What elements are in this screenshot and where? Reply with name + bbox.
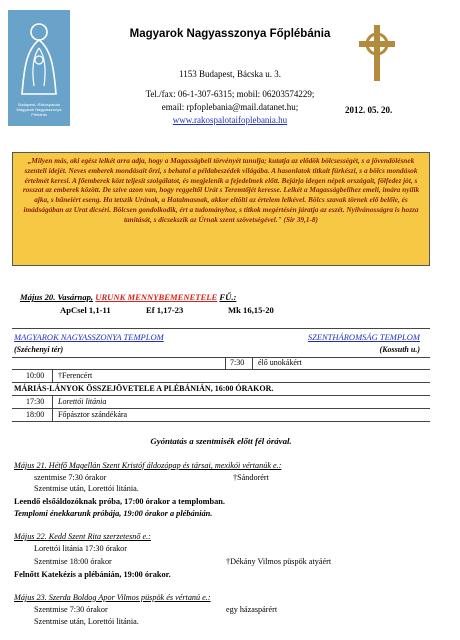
schedule-row: 10:00 †Ferencért [12, 370, 430, 383]
church-left-name: MAGYAROK NAGYASSZONYA TEMPLOM [14, 332, 164, 342]
reading-3: Mk 16,15-20 [228, 305, 274, 315]
day-line-intention: egy házaspárért [226, 605, 278, 614]
church-header-row [12, 328, 430, 358]
celtic-cross-icon [356, 23, 398, 83]
day-note: Felnőtt Katekézis a plébánián, 19:00 órakor. [14, 570, 171, 579]
parish-title: Magyarok Nagyasszonya Főplébánia [129, 28, 331, 40]
parish-logo [8, 10, 70, 126]
parish-address: 1153 Budapest, Bácska u. 3. [179, 69, 281, 79]
quote-text: „Milyen más, aki egész lelkét arra adja, hogy a Magasságbeli törvényét tanulja; kutatja az elődök bölcsességét, s a jövendölésnek szenteli idejét. Neves emberek mondásait őrzi, s behatol a példabeszédek világába. A hasonlatok titkait fürkészi, s a bölcs mondások értelmét keresi. A főemberek közt teljesít szolgálatot, és megjelenik a fejedelmek előtt. Bejárja idegen népek országait, fölfedez jót, s rosszat az emberek között. De szíve azon van, hogy reggeltől Urát s Teremtőjét keresse. Lelkét a Magasságbelihez emeli, imára nyílik ajka, s bűneiért eseng. Ha tetszik Urának, a Hatalmasnak, akkor eltölti az értelem lelkével. Bölcs szavak törnek elő belőle, és imádságában az Urat dicséri. Bölcsen gondolkodik, ért a tudományhoz, s titkok megértésén járatja az eszét. Nyilvánosságra is hozza tanítását, s dicsekszik az Úrnak szent szövetségével." [22, 156, 420, 224]
day-heading: Május 23. Szerda Boldog Apor Vilmos püspök és vértanú e.: [14, 593, 211, 602]
confession-note: Gyóntatás a szentmisék előtt fél órával. [150, 436, 292, 446]
phone-line: Tel./fax: 06-1-307-6315; mobil: 06203574229; [145, 89, 315, 99]
day-line-intention: †Dékány Vilmos püspök atyáért [226, 557, 332, 566]
day-line: Szentmise 7:30 órakor [34, 605, 108, 614]
day-note: Templomi énekkarunk próbája, 19:00 órakor a plébánián. [14, 509, 213, 518]
schedule-row: 7:30 élő unokákért [12, 357, 430, 370]
church-right-location: (Kossuth u.) [379, 345, 420, 354]
website-link[interactable]: www.rakospalotaifoplebania.hu [172, 115, 288, 125]
day-line: Szentmise után, Lorettói litánia. [34, 617, 139, 626]
reading-2: Ef 1,17-23 [146, 305, 184, 315]
sunday-heading: Május 20. Vasárnap, URUNK MENNYBEMENETELE FŰ.: [20, 292, 237, 302]
email-line: email: rpfoplebania@mail.datanet.hu; [161, 102, 299, 112]
feast-name: URUNK MENNYBEMENETELE [95, 292, 218, 302]
day-line: Szentmise 18:00 órakor [34, 557, 112, 566]
madonna-icon [16, 20, 62, 98]
quote-reference: (Sir 39,1-8) [283, 214, 318, 224]
day-heading: Május 21. Hétfő Magellán Szent Kristóf áldozópap és társai, mexikói vértanúk e.: [14, 461, 282, 470]
church-left-location: (Széchenyi tér) [14, 345, 64, 354]
day-note: Leendő elsőáldozóknak próba, 17:00 órakor a templomban. [14, 497, 225, 506]
day-line: szentmise 7:30 órakor [34, 473, 107, 482]
issue-date: 2012. 05. 20. [345, 105, 393, 115]
schedule-row: 18:00 Főpásztor szándékára [12, 409, 430, 422]
day-line: Lorettói litánia 17:30 órakor [34, 544, 127, 553]
scripture-quote-box [12, 152, 430, 266]
day-heading: Május 22. Kedd Szent Rita szerzetesnő e.: [14, 532, 151, 541]
logo-caption: Budapest- Rákospalota Magyarok Nagyasszonya Plébánia [16, 102, 62, 117]
schedule-row [12, 383, 430, 396]
day-line: Szentmise után, Lorettói litánia. [34, 484, 139, 493]
marias-notice: MÁRIÁS-LÁNYOK ÖSSZEJÖVETELE A PLÉBÁNIÁN, 16:00 ÓRAKOR. [14, 384, 274, 393]
reading-1: ApCsel 1,1-11 [60, 305, 111, 315]
schedule-row: 17:30 Lorettói litánia [12, 396, 430, 409]
contact-block [95, 88, 365, 127]
day-line-intention: †Sándorért [233, 473, 269, 482]
church-right-name: SZENTHÁROMSÁG TEMPLOM [307, 332, 420, 342]
